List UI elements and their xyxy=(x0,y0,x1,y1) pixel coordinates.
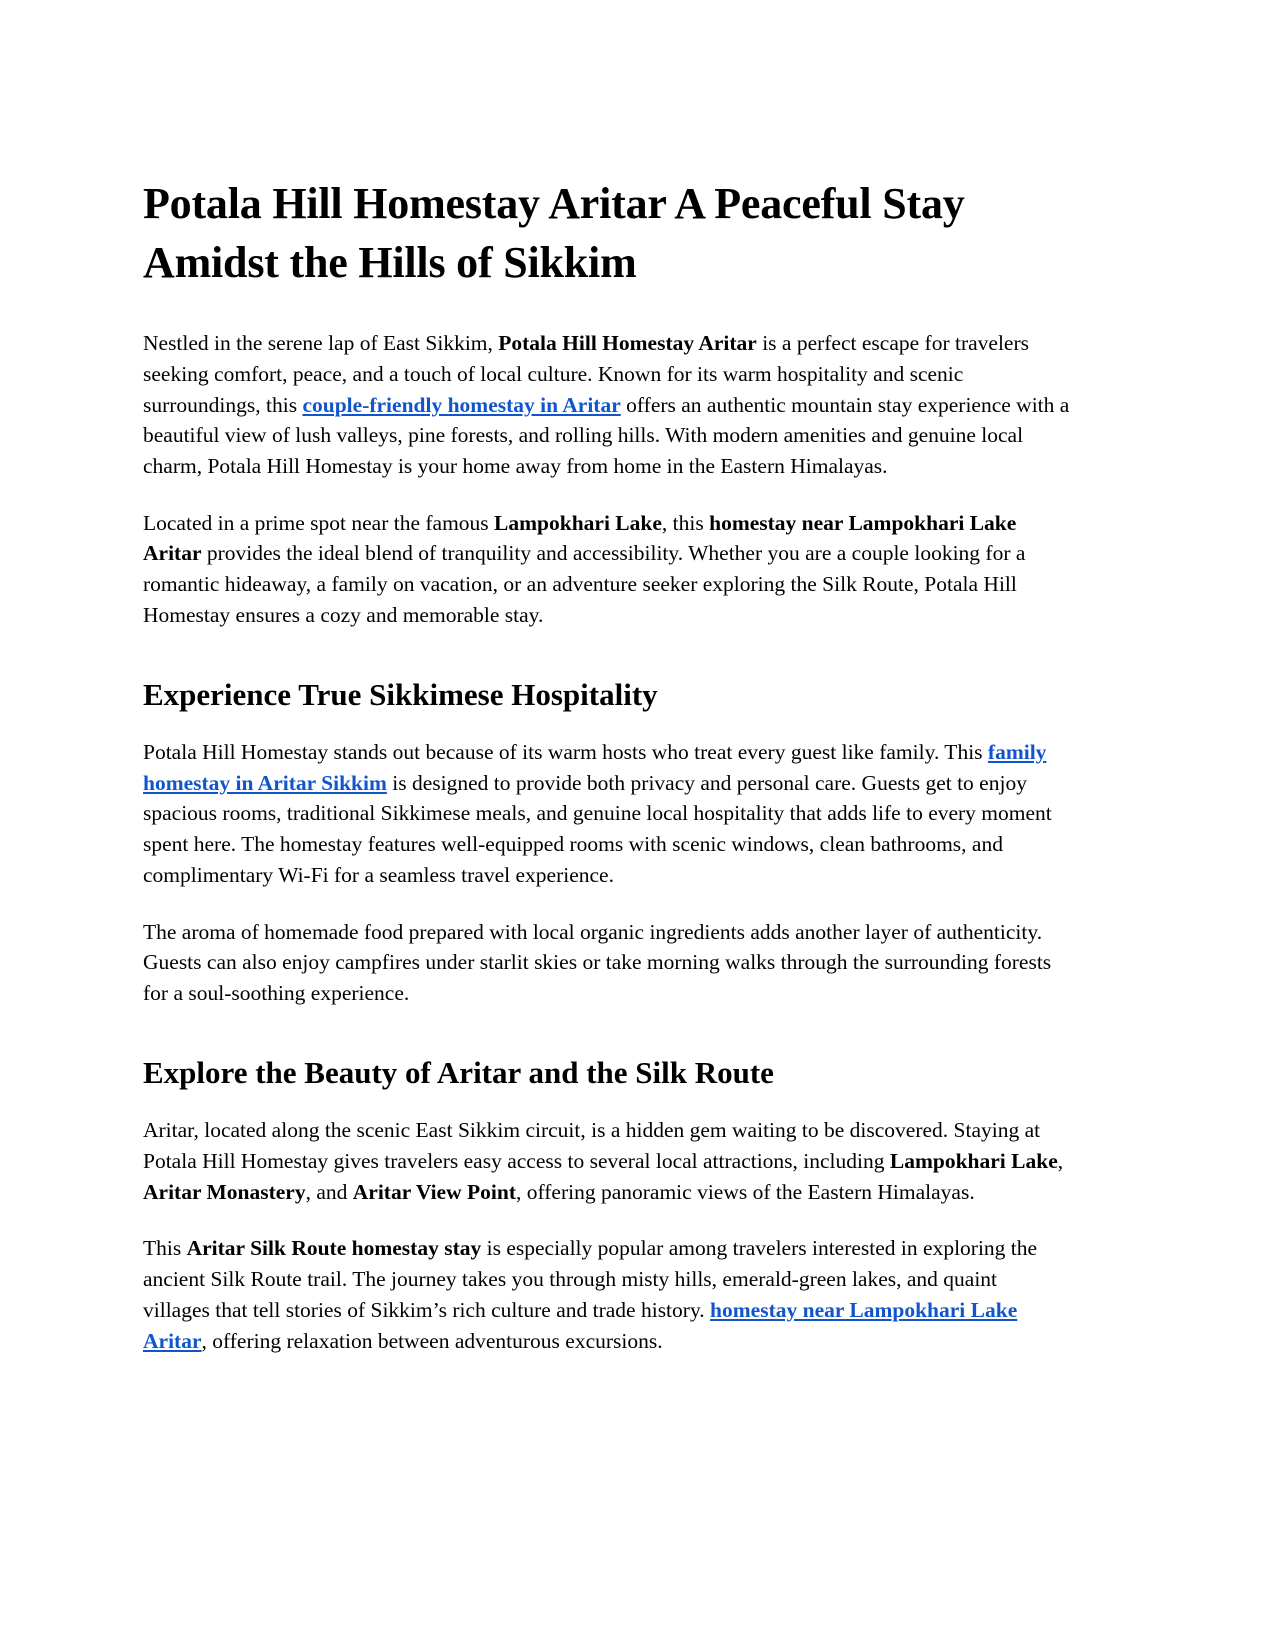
bold-run: Aritar Silk Route homestay stay xyxy=(186,1236,482,1261)
bold-run: Potala Hill Homestay Aritar xyxy=(498,331,757,356)
text-run: is designed to provide both privacy and personal care. Guests get to enjoy spacious rooms, traditional Sikkimese meals, and genuine local hospitality that adds life to every moment spent here. The homestay features well-equipped rooms with scenic windows, clean bathrooms, and complimentary Wi-Fi for a seamless travel experience. xyxy=(143,770,1052,887)
text-run: offers an authentic mountain stay experience with a beautiful view of lush valleys, pine forests, and rolling hills. With modern amenities and genuine local charm, Potala Hill Homestay is your home away from home in the Eastern Himalayas. xyxy=(143,392,1070,478)
text-run: , this xyxy=(661,510,710,535)
bold-run: Aritar View Point xyxy=(352,1179,516,1204)
text-run: Potala Hill Homestay stands out because of its warm hosts who treat every guest like family. This xyxy=(143,739,988,764)
text-run: is especially popular among travelers interested in exploring the ancient Silk Route trail. The journey takes you through misty hills, emerald-green lakes, and quaint villages that tell stories of Sikkim’s rich culture and trade history. xyxy=(143,1236,1038,1322)
link-family-homestay[interactable]: family homestay in Aritar Sikkim xyxy=(143,739,1047,795)
bold-run: Aritar Monastery xyxy=(143,1179,306,1204)
bold-run: Lampokhari Lake xyxy=(494,510,662,535)
text-run: Nestled in the serene lap of East Sikkim, xyxy=(143,331,499,356)
section-heading-hospitality: Experience True Sikkimese Hospitality xyxy=(143,676,658,712)
paragraph-food: The aroma of homemade food prepared with local organic ingredients adds another layer of authenticity. Guests can also enjoy campfires under starlit skies or take morning walks through the surrounding forests for a soul-soothing experience. xyxy=(143,919,1052,1006)
text-run: Aritar, located along the scenic East Sikkim circuit, is a hidden gem waiting to be discovered. Staying at Potala Hill Homestay gives travelers easy access to several local attractions, including xyxy=(143,1118,1041,1173)
link-couple-friendly-homestay[interactable]: couple-friendly homestay in Aritar xyxy=(302,392,621,417)
link-homestay-near-lampokhari[interactable]: homestay near Lampokhari Lake Aritar xyxy=(143,1297,1018,1353)
bold-run: Lampokhari Lake xyxy=(889,1148,1058,1173)
text-run: , offering panoramic views of the Eastern Himalayas. xyxy=(515,1179,975,1204)
paragraph-attractions xyxy=(143,1115,1068,1207)
section-heading-silk-route: Explore the Beauty of Aritar and the Silk Route xyxy=(143,1054,774,1090)
text-run: This xyxy=(143,1236,187,1261)
page-title: Potala Hill Homestay Aritar A Peaceful Stay Amidst the Hills of Sikkim xyxy=(143,179,965,287)
text-run: , offering relaxation between adventurous excursions. xyxy=(201,1328,663,1353)
text-run: , and xyxy=(305,1179,353,1204)
text-run: , xyxy=(1057,1148,1064,1173)
paragraph-location xyxy=(143,508,1073,631)
text-run: Located in a prime spot near the famous xyxy=(143,510,495,535)
text-run: is a perfect escape for travelers seeking comfort, peace, and a touch of local culture. Known for its warm hospitality and scenic surroundings, this xyxy=(143,331,1029,417)
text-run: provides the ideal blend of tranquility and accessibility. Whether you are a couple looking for a romantic hideaway, a family on vacation, or an adventure seeker exploring the Silk Route, Potala Hill Homestay ensures a cozy and memorable stay. xyxy=(143,541,1026,627)
paragraph-intro xyxy=(143,328,1073,482)
paragraph-hospitality xyxy=(143,737,1073,891)
bold-run: homestay near Lampokhari Lake Aritar xyxy=(143,510,1017,566)
paragraph-silk-route-stay xyxy=(143,1233,1068,1356)
